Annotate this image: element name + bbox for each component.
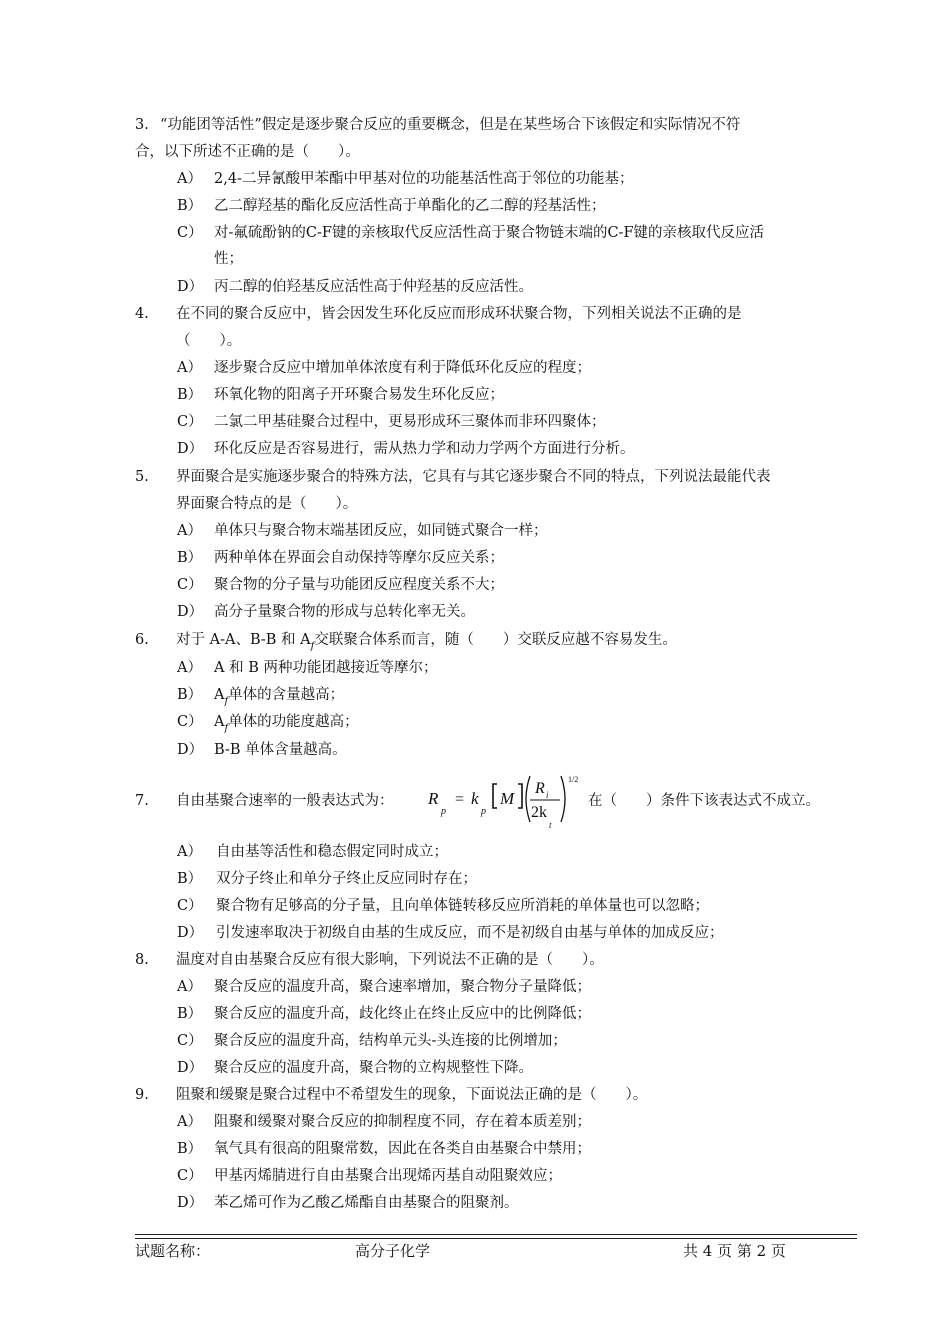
- q4-option-d-label: D）: [177, 441, 204, 457]
- q3-option-c-label: C）: [177, 225, 203, 241]
- q7-stem-post: 在（ ）条件下该表达式不成立。: [588, 793, 820, 809]
- q3-option-c: 对-氟硫酚钠的C-F键的亲核取代反应活性高于聚合物链末端的C-F键的亲核取代反应活: [214, 225, 765, 241]
- q7-option-b-label: B）: [177, 871, 203, 887]
- q5-option-a: 单体只与聚合物末端基团反应，如同链式聚合一样；: [214, 523, 548, 539]
- q7-option-d: 引发速率取决于初级自由基的生成反应，而不是初级自由基与单体的加成反应；: [216, 925, 724, 941]
- q8-option-d-label: D）: [177, 1060, 204, 1076]
- q8-option-a: 聚合反应的温度升高，聚合速率增加，聚合物分子量降低；: [214, 979, 591, 995]
- q9-option-d: 苯乙烯可作为乙酸乙烯酯自由基聚合的阻聚剂。: [214, 1195, 519, 1211]
- q7-option-b: 双分子终止和单分子终止反应同时存在；: [216, 871, 477, 887]
- q3-stem-line1: “功能团等活性”假定是逐步聚合反应的重要概念，但是在某些场合下该假定和实际情况不符: [160, 117, 741, 133]
- formula-2k: 2k: [531, 804, 547, 821]
- q4-option-a: 逐步聚合反应中增加单体浓度有利于降低环化反应的程度；: [214, 360, 591, 376]
- q9-stem: 阻聚和缓聚是聚合过程中不希望发生的现象，下面说法正确的是（ ）。: [176, 1087, 648, 1103]
- q5-stem-line2: 界面聚合特点的是（ ）。: [176, 496, 358, 512]
- q6-option-c: $A_f$单体的功能度越高；: [214, 714, 359, 734]
- q8-option-b: 聚合反应的温度升高，歧化终止在终止反应中的比例降低；: [214, 1006, 591, 1022]
- q4-option-b-label: B）: [177, 387, 203, 403]
- q5-option-d: 高分子量聚合物的形成与总转化率无关。: [214, 604, 475, 620]
- formula-i-sub: i: [546, 790, 549, 800]
- q9-number: 9.: [135, 1087, 149, 1103]
- q6-option-b-label: B）: [177, 687, 203, 703]
- q9-option-b-label: B）: [177, 1141, 203, 1157]
- q4-option-c-label: C）: [177, 414, 203, 430]
- q3-option-d: 丙二醇的伯羟基反应活性高于仲羟基的反应活性。: [214, 279, 533, 295]
- q7-stem-pre: 自由基聚合速率的一般表达式为：: [176, 793, 394, 809]
- q6-option-a-label: A）: [177, 660, 202, 676]
- q4-stem-line1: 在不同的聚合反应中，皆会因发生环化反应而形成环状聚合物，下列相关说法不正确的是: [176, 306, 742, 322]
- q8-option-c: 聚合反应的温度升高，结构单元头-头连接的比例增加；: [214, 1033, 567, 1049]
- q3-stem-line2: 合，以下所述不正确的是（ ）。: [135, 144, 360, 160]
- q7-number: 7.: [135, 793, 149, 809]
- q4-option-a-label: A）: [177, 360, 202, 376]
- q6-number: 6.: [135, 632, 149, 648]
- footer-rule-thick: [135, 1234, 857, 1235]
- formula-p-sub2: p: [481, 806, 486, 817]
- q8-option-b-label: B）: [177, 1006, 203, 1022]
- formula-Ri: R: [535, 780, 545, 797]
- formula-Rp: R: [428, 789, 439, 808]
- footer-subject: 高分子化学: [355, 1242, 431, 1260]
- q6-option-d-label: D）: [177, 742, 204, 758]
- q5-option-a-label: A）: [177, 523, 202, 539]
- formula-exponent: 1/2: [568, 775, 579, 784]
- footer-exam-label: 试题名称：: [135, 1242, 211, 1260]
- q4-stem-line2: （ ）。: [176, 333, 242, 349]
- q8-stem: 温度对自由基聚合反应有很大影响，下列说法不正确的是（ ）。: [176, 952, 604, 968]
- q7-option-a-label: A）: [177, 844, 202, 860]
- q3-option-a: 2,4-二异氰酸甲苯酯中甲基对位的功能基活性高于邻位的功能基；: [214, 171, 634, 187]
- q6-option-b: $A_f$单体的含量越高；: [214, 687, 345, 707]
- formula-paren-left: [526, 776, 530, 822]
- q9-option-c: 甲基丙烯腈进行自由基聚合出现烯丙基自动阻聚效应；: [214, 1168, 562, 1184]
- formula-M: M: [500, 789, 515, 808]
- q9-option-a-label: A）: [177, 1114, 202, 1130]
- q7-option-c-label: C）: [177, 898, 203, 914]
- q4-option-c: 二氯二甲基硅聚合过程中，更易形成环三聚体而非环四聚体；: [214, 414, 606, 430]
- q7-option-d-label: D）: [177, 925, 204, 941]
- formula-t-sub: t: [549, 820, 552, 830]
- q5-option-c-label: C）: [177, 577, 203, 593]
- formula-paren-right: [561, 776, 565, 822]
- q3-option-d-label: D）: [177, 279, 204, 295]
- q4-number: 4.: [135, 306, 149, 322]
- q5-option-b-label: B）: [177, 550, 203, 566]
- q8-option-a-label: A）: [177, 979, 202, 995]
- q5-option-c: 聚合物的分子量与功能团反应程度关系不大；: [214, 577, 504, 593]
- footer-page-count: 共 4 页 第 2 页: [683, 1242, 786, 1260]
- q9-option-d-label: D）: [177, 1195, 204, 1211]
- q6-stem: 对于 A-A、B-B 和 $A_f$交联聚合体系而言，随（ ）交联反应越不容易发生。: [176, 632, 677, 652]
- q3-option-b-label: B）: [177, 198, 203, 214]
- q7-option-c: 聚合物有足够高的分子量，且向单体链转移反应所消耗的单体量也可以忽略；: [216, 898, 709, 914]
- q8-option-c-label: C）: [177, 1033, 203, 1049]
- formula-k: k: [471, 789, 479, 808]
- q5-option-b: 两种单体在界面会自动保持等摩尔反应关系；: [214, 550, 504, 566]
- q3-option-b: 乙二醇羟基的酯化反应活性高于单酯化的乙二醇的羟基活性；: [214, 198, 606, 214]
- q8-number: 8.: [135, 952, 149, 968]
- formula-p-sub1: p: [441, 806, 446, 817]
- footer-rule-thin: [135, 1238, 857, 1239]
- q9-option-b: 氧气具有很高的阻聚常数，因此在各类自由基聚合中禁用；: [214, 1141, 591, 1157]
- q9-option-a: 阻聚和缓聚对聚合反应的抑制程度不同，存在着本质差别；: [214, 1114, 591, 1130]
- q3-number: 3.: [135, 117, 149, 133]
- q9-option-c-label: C）: [177, 1168, 203, 1184]
- formula-equals: =: [455, 791, 465, 808]
- q3-option-c-cont: 性；: [214, 251, 243, 267]
- q4-option-d: 环化反应是否容易进行，需从热力学和动力学两个方面进行分析。: [214, 441, 635, 457]
- q3-option-a-label: A）: [177, 171, 202, 187]
- q6-option-d: B-B 单体含量越高。: [214, 742, 347, 758]
- q6-option-c-label: C）: [177, 714, 203, 730]
- q4-option-b: 环氧化物的阳离子开环聚合易发生环化反应；: [214, 387, 504, 403]
- formula-bracket-right: [518, 784, 522, 808]
- rate-equation-formula: [422, 770, 614, 830]
- q7-option-a: 自由基等活性和稳态假定同时成立；: [216, 844, 448, 860]
- q6-option-a: A 和 B 两种功能团越接近等摩尔；: [214, 660, 438, 676]
- formula-bracket-left: [493, 784, 497, 808]
- q5-number: 5.: [135, 469, 149, 485]
- q5-option-d-label: D）: [177, 604, 204, 620]
- q8-option-d: 聚合反应的温度升高，聚合物的立构规整性下降。: [214, 1060, 533, 1076]
- q5-stem-line1: 界面聚合是实施逐步聚合的特殊方法，它具有与其它逐步聚合不同的特点，下列说法最能代表: [176, 469, 771, 485]
